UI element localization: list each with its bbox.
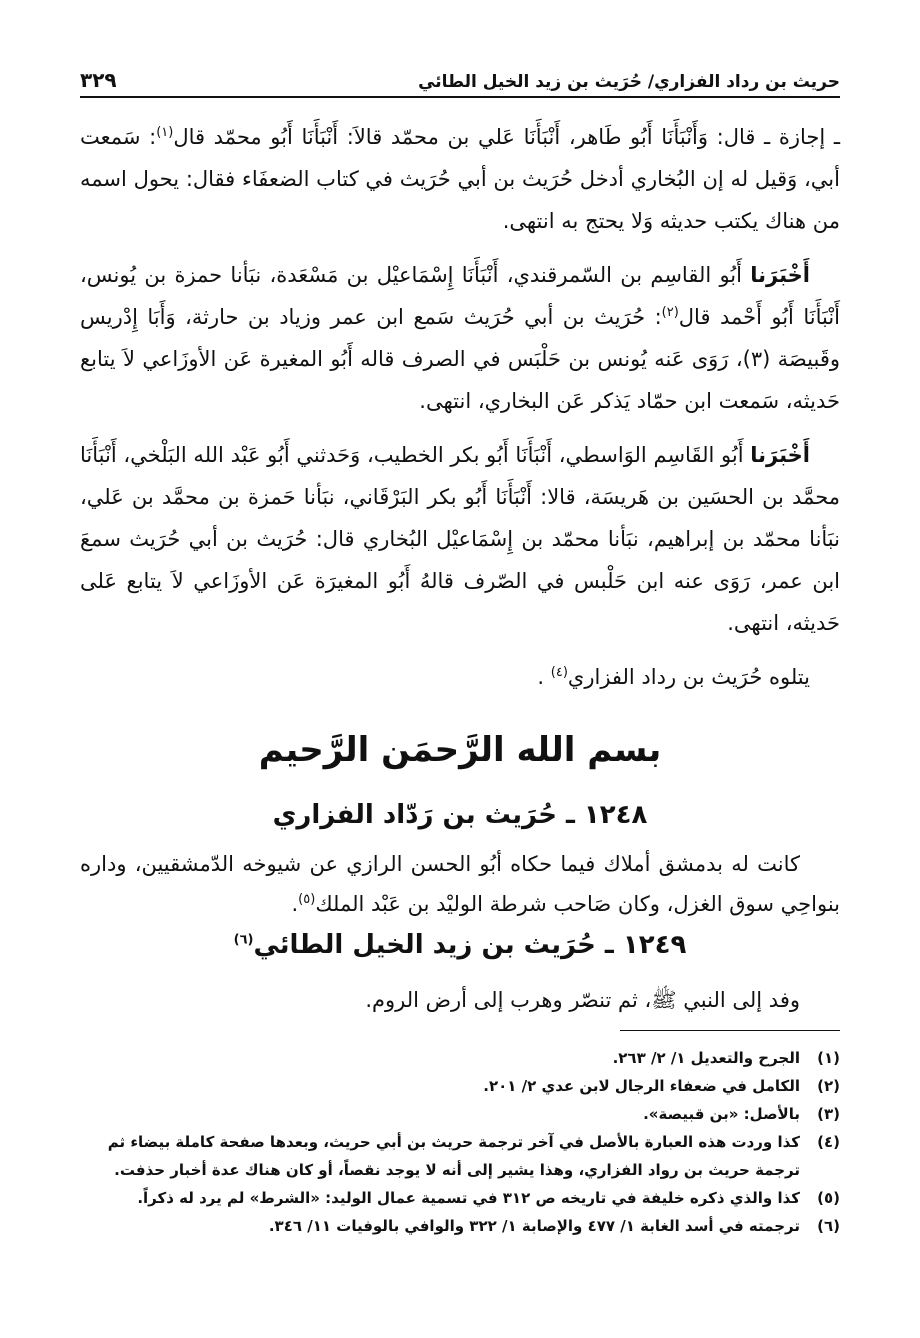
entry-heading-text: ١٢٤٩ ـ حُرَيث بن زيد الخيل الطائي — [253, 930, 687, 960]
paragraph-text: أَبُو القاسِم بن السّمرقندي، أَنْبَأَنَا إِسْمَاعيْل بن مَسْعَدة، نبَأنا حمزة بن يُونس، أَنْبَأَنَا أَبُو أَحْمد قال — [80, 263, 841, 329]
paragraph-2 — [80, 254, 840, 422]
footnote-1 — [80, 1044, 840, 1072]
footnote-text: الجرح والتعديل ١/ ٢/ ٢٦٣. — [612, 1049, 800, 1067]
footnote-ref: (٢) — [661, 305, 679, 320]
paragraph-text: ـ إجازة ـ قال: وَأَنْبَأَنَا أَبُو طَاهر، أَنْبَأَنَا عَلي بن محمّد قالاَ: أَنْبَأَنَا أَبُو محمّد قال — [173, 125, 840, 149]
footnote-text: كذا والذي ذكره خليفة في تاريخه ص ٣١٢ في تسمية عمال الوليد: «الشرط» لم يرد له ذكراً. — [137, 1189, 800, 1207]
footnote-text: بالأصل: «بن قبيصة». — [643, 1105, 800, 1123]
footnote-number: (٦) — [817, 1217, 840, 1235]
paragraph-1 — [80, 116, 840, 242]
entry-body-tail: . — [291, 892, 299, 916]
entry-body: وفد إلى النبي ﷺ، ثم تنصّر وهرب إلى أرض الروم. — [365, 988, 800, 1012]
paragraph-4 — [80, 656, 840, 698]
page-number: ٣٢٩ — [80, 68, 117, 92]
footnote-ref: (٦) — [233, 932, 254, 948]
entry-body: كانت له بدمشق أملاك فيما حكاه أبُو الحسن الرازي عن شيوخه الدّمشقيين، وداره بنواحِي سوق الغزل، وكان صَاحب شرطة الوليْد بن عَبْد الملك — [80, 852, 840, 916]
paragraph-text-tail: . — [537, 665, 551, 689]
paragraph-text: أَبُو القَاسِم الوَاسطي، أَنْبَأَنَا أَبُو بكر الخطيب، وَحَدثني أَبُو عَبْد الله البَلْخي، أَنْبَأَنَا محمَّد بن الحسَين بن هَريسَة، قالا: أَنْبَأَنَا أَبُو بكر البَرْقَاني، نبَأنا حَمزة بن محمَّد بن عَلي، نبَأنا محمّد بن إبراهيم، نبَأنا محمّد بن إِسْمَاعيْل البُخاري قال: حُرَيث بن أبي حُرَيث سمعَ ابن عمر، رَوَى عنه ابن حَلْبس في الصّرف قالهُ أَبُو المغيرَة عَن الأوزَاعي لاَ يتابع عَلى حَديثه، انتهى. — [80, 443, 840, 635]
footnote-5 — [80, 1184, 840, 1212]
paragraph-lead: أَخْبَرَنا — [750, 263, 810, 287]
footnote-6 — [80, 1212, 840, 1240]
footnote-4 — [80, 1128, 840, 1184]
footnote-3 — [80, 1100, 840, 1128]
entry-heading-1248 — [80, 800, 840, 830]
entry-heading-1249 — [80, 930, 840, 960]
footnote-text: كذا وردت هذه العبارة بالأصل في آخر ترجمة حريث بن أبي حريث، وبعدها صفحة كاملة بيضاء ثم ترجمة حريث بن رواد الفزاري، وهذا يشير إلى أنه لا يوجد نقصاً، أو كان هناك عدة أخبار حذفت. — [107, 1133, 800, 1179]
paragraph-3 — [80, 434, 840, 644]
footnote-number: (٤) — [817, 1133, 840, 1151]
entry-heading-text: ١٢٤٨ ـ حُرَيث بن رَدّاد الفزاري — [272, 800, 648, 830]
footnote-text: الكامل في ضعفاء الرجال لابن عدي ٢/ ٢٠١. — [483, 1077, 800, 1095]
footnote-separator — [620, 1030, 840, 1031]
basmala-heading: بسم الله الرَّحمَن الرَّحيم — [258, 730, 662, 770]
footnote-number: (١) — [817, 1049, 840, 1067]
footnote-ref: (٥) — [298, 892, 316, 907]
running-title: حريث بن رداد الفزاري/ حُرَيث بن زيد الخيل الطائي — [418, 72, 840, 92]
footnote-ref: (٤) — [550, 665, 568, 680]
footnote-number: (٢) — [817, 1077, 840, 1095]
paragraph-text-tail: : سَمعت أبي، وَقيل له إن البُخاري أدخل حُرَيث بن أبي حُرَيث في كتاب الضعفَاء فقال: يحول اسمه من هناك يكتب حديثه وَلا يحتج به انتهى. — [80, 125, 840, 233]
footnote-text: ترجمته في أسد الغابة ١/ ٤٧٧ والإصابة ١/ ٣٢٢ والوافي بالوفيات ١١/ ٣٤٦. — [268, 1217, 800, 1235]
entry-text-1249 — [80, 980, 840, 1020]
paragraph-lead: أَخْبَرَنا — [750, 443, 810, 467]
footnote-ref: (١) — [156, 125, 174, 140]
footnotes — [80, 1044, 840, 1240]
main-text — [80, 116, 840, 710]
footnote-number: (٣) — [817, 1105, 840, 1123]
entry-text-1248 — [80, 844, 840, 924]
footnote-number: (٥) — [817, 1189, 840, 1207]
paragraph-text: يتلوه حُرَيث بن رداد الفزاري — [567, 665, 810, 689]
footnote-2 — [80, 1072, 840, 1100]
running-header — [80, 62, 840, 98]
paragraph-text-tail: : حُرَيث بن أبي حُرَيث سَمع ابن عمر وزياد بن حارثة، وَأَبَا إِدْريس وقَبيصَة (٣)، رَوَى عَنه يُونس بن حَلْبَس في الصرف قاله أَبُو المغيرة عَن الأوزَاعي لاَ يتابع حَديثه، سَمعت ابن حمّاد يَذكر عَن البخاري، انتهى. — [80, 305, 840, 413]
